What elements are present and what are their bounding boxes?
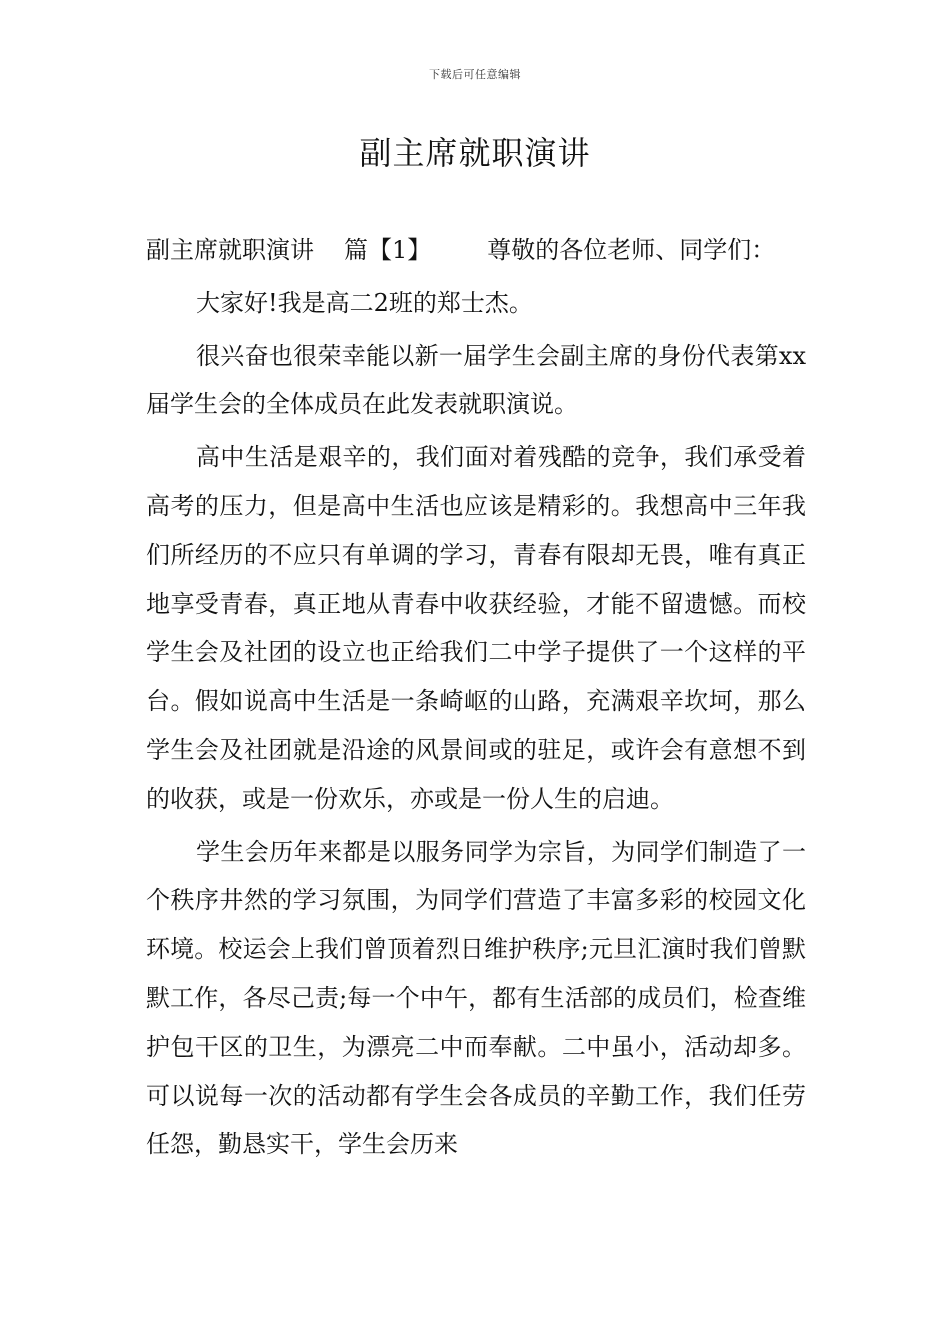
paragraph-4: 学生会历年来都是以服务同学为宗旨，为同学们制造了一个秩序井然的学习氛围，为同学们营造了丰富多彩的校园文化环境。校运会上我们曾顶着烈日维护秩序;元旦汇演时我们曾默默工作，各尽己责;每一个中午，都有生活部的成员们，检查维护包干区的卫生，为漂亮二中而奉献。二中虽小，活动却多。可以说每一次的活动都有学生会各成员的辛勤工作，我们任劳任怨，勤恳实干，学生会历来 (146, 837, 806, 1159)
header-note: 下载后可任意编辑 (429, 68, 521, 81)
document-title: 副主席就职演讲 (359, 134, 591, 172)
paragraph-2: 很兴奋也很荣幸能以新一届学生会副主席的身份代表第xx届学生会的全体成员在此发表就职演说。 (146, 341, 806, 419)
lead-title: 副主席就职演讲 (146, 236, 314, 264)
paragraph-3: 高中生活是艰辛的，我们面对着残酷的竞争，我们承受着高考的压力，但是高中生活也应该是精彩的。我想高中三年我们所经历的不应只有单调的学习，青春有限却无畏，唯有真正地享受青春，真正地从青春中收获经验，才能不留遗憾。而校学生会及社团的设立也正给我们二中学子提供了一个这样的平台。假如说高中生活是一条崎岖的山路，充满艰辛坎坷，那么学生会及社团就是沿途的风景间或的驻足，或许会有意想不到的收获，或是一份欢乐，亦或是一份人生的启迪。 (146, 443, 806, 813)
document-body (146, 226, 806, 1173)
salutation: 尊敬的各位老师、同学们： (487, 236, 776, 264)
paragraph-1: 大家好!我是高二2班的郑士杰。 (196, 288, 533, 317)
lead-line (146, 226, 806, 275)
lead-part-number: 篇【1】 (344, 236, 432, 264)
